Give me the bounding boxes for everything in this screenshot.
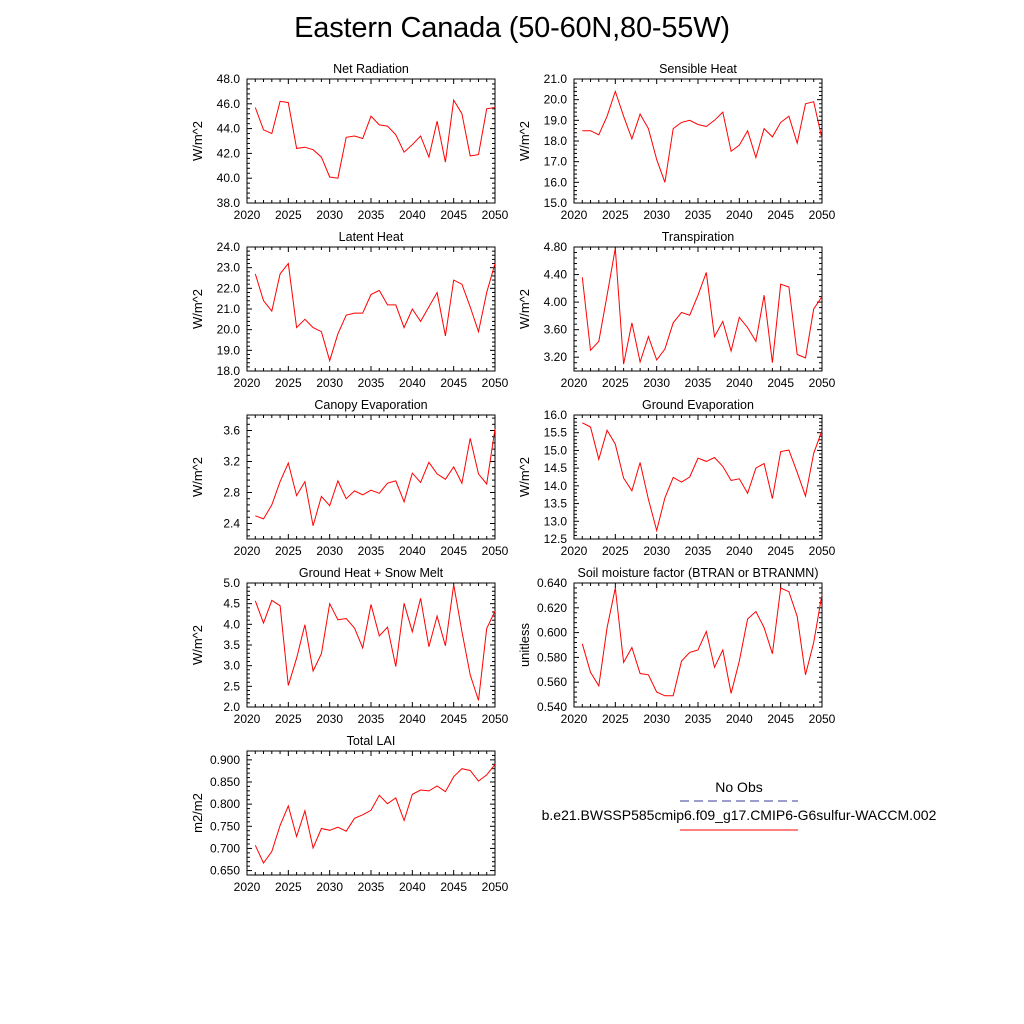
panel-title: Net Radiation bbox=[333, 62, 409, 76]
y-tick-label: 23.0 bbox=[216, 260, 240, 275]
y-tick-label: 18.0 bbox=[216, 364, 240, 378]
y-tick-label: 4.5 bbox=[223, 596, 240, 611]
y-tick-label: 0.700 bbox=[209, 841, 240, 856]
y-tick-label: 0.560 bbox=[536, 675, 567, 690]
series-line bbox=[255, 264, 495, 361]
y-axis-label: W/m^2 bbox=[517, 120, 532, 162]
x-tick-label: 2040 bbox=[398, 208, 426, 222]
x-tick-label: 2025 bbox=[274, 544, 302, 558]
x-tick-label: 2045 bbox=[440, 376, 468, 390]
x-tick-label: 2020 bbox=[233, 880, 261, 894]
x-tick-label: 2040 bbox=[725, 376, 753, 390]
panel-ground-evaporation bbox=[517, 398, 836, 558]
y-axis-label: unitless bbox=[517, 622, 532, 668]
x-tick-label: 2040 bbox=[398, 880, 426, 894]
y-tick-label: 4.00 bbox=[543, 295, 567, 310]
y-tick-label: 38.0 bbox=[216, 196, 240, 210]
y-tick-label: 4.0 bbox=[223, 617, 240, 632]
x-tick-label: 2030 bbox=[316, 712, 344, 726]
y-tick-label: 2.4 bbox=[223, 516, 240, 531]
plot-frame bbox=[574, 247, 822, 371]
x-tick-label: 2020 bbox=[560, 712, 588, 726]
series-line bbox=[582, 248, 822, 364]
y-tick-label: 2.8 bbox=[223, 485, 240, 500]
x-tick-label: 2030 bbox=[643, 544, 671, 558]
x-tick-label: 2045 bbox=[440, 208, 468, 222]
y-tick-label: 14.0 bbox=[543, 478, 567, 493]
y-tick-label: 0.580 bbox=[536, 650, 567, 665]
x-tick-label: 2045 bbox=[767, 208, 795, 222]
panel-soil-moisture-factor-btran-or-btranmn bbox=[517, 566, 836, 726]
x-tick-label: 2025 bbox=[274, 712, 302, 726]
y-tick-label: 13.0 bbox=[543, 514, 567, 529]
x-tick-label: 2050 bbox=[808, 544, 836, 558]
y-tick-label: 12.5 bbox=[543, 532, 567, 546]
x-tick-label: 2050 bbox=[808, 712, 836, 726]
y-tick-label: 22.0 bbox=[216, 281, 240, 296]
panel-canopy-evaporation bbox=[190, 398, 509, 558]
x-tick-label: 2050 bbox=[481, 376, 509, 390]
y-tick-label: 14.5 bbox=[543, 461, 567, 476]
x-tick-label: 2050 bbox=[481, 544, 509, 558]
x-tick-label: 2030 bbox=[316, 208, 344, 222]
x-tick-label: 2035 bbox=[357, 712, 385, 726]
x-tick-label: 2025 bbox=[274, 208, 302, 222]
y-tick-label: 21.0 bbox=[216, 302, 240, 316]
y-tick-label: 19.0 bbox=[543, 113, 567, 128]
x-tick-label: 2040 bbox=[398, 544, 426, 558]
x-tick-label: 2020 bbox=[233, 544, 261, 558]
series-line bbox=[582, 588, 822, 696]
y-axis-label: W/m^2 bbox=[190, 624, 205, 666]
x-tick-label: 2045 bbox=[767, 376, 795, 390]
y-axis-label: W/m^2 bbox=[517, 456, 532, 498]
panel-sensible-heat bbox=[517, 62, 836, 222]
x-tick-label: 2030 bbox=[316, 376, 344, 390]
y-tick-label: 42.0 bbox=[216, 146, 240, 161]
plot-frame bbox=[247, 415, 495, 539]
x-tick-label: 2050 bbox=[481, 712, 509, 726]
plot-frame bbox=[247, 79, 495, 203]
panel-title: Latent Heat bbox=[338, 230, 404, 244]
panel-title: Transpiration bbox=[661, 230, 735, 244]
series-line bbox=[255, 585, 495, 701]
x-tick-label: 2045 bbox=[440, 544, 468, 558]
x-tick-label: 2040 bbox=[725, 544, 753, 558]
figure-title: Eastern Canada (50-60N,80-55W) bbox=[294, 12, 730, 44]
x-tick-label: 2035 bbox=[684, 712, 712, 726]
x-tick-label: 2035 bbox=[684, 376, 712, 390]
panel-transpiration bbox=[517, 230, 836, 390]
y-tick-label: 2.0 bbox=[223, 700, 240, 714]
x-tick-label: 2040 bbox=[725, 712, 753, 726]
x-tick-label: 2050 bbox=[808, 376, 836, 390]
series-line bbox=[255, 429, 495, 526]
panel-title: Sensible Heat bbox=[659, 62, 737, 76]
x-tick-label: 2020 bbox=[233, 208, 261, 222]
x-tick-label: 2050 bbox=[481, 208, 509, 222]
legend bbox=[542, 779, 937, 830]
legend-model-label: b.e21.BWSSP585cmip6.f09_g17.CMIP6-G6sulfur-WACCM.002 bbox=[541, 807, 937, 823]
y-tick-label: 17.0 bbox=[543, 154, 567, 169]
panel-title: Canopy Evaporation bbox=[314, 398, 428, 412]
x-tick-label: 2045 bbox=[440, 712, 468, 726]
y-tick-label: 0.900 bbox=[209, 752, 240, 767]
y-tick-label: 0.800 bbox=[209, 797, 240, 812]
y-tick-label: 18.0 bbox=[543, 134, 567, 148]
y-tick-label: 3.20 bbox=[543, 350, 567, 365]
y-tick-label: 3.6 bbox=[223, 423, 240, 438]
x-tick-label: 2045 bbox=[767, 712, 795, 726]
y-tick-label: 3.60 bbox=[543, 322, 567, 337]
plot-frame bbox=[247, 751, 495, 875]
y-tick-label: 4.80 bbox=[543, 240, 567, 254]
y-tick-label: 24.0 bbox=[216, 240, 240, 254]
y-tick-label: 15.0 bbox=[543, 443, 567, 458]
x-tick-label: 2050 bbox=[808, 208, 836, 222]
y-tick-label: 44.0 bbox=[216, 121, 240, 136]
y-tick-label: 3.2 bbox=[223, 454, 240, 469]
x-tick-label: 2020 bbox=[233, 712, 261, 726]
x-tick-label: 2025 bbox=[274, 880, 302, 894]
y-tick-label: 4.40 bbox=[543, 267, 567, 282]
x-tick-label: 2025 bbox=[274, 376, 302, 390]
panel-title: Soil moisture factor (BTRAN or BTRANMN) bbox=[577, 566, 819, 580]
y-tick-label: 16.0 bbox=[543, 175, 567, 190]
x-tick-label: 2035 bbox=[684, 544, 712, 558]
x-tick-label: 2045 bbox=[767, 544, 795, 558]
plot-frame bbox=[247, 247, 495, 371]
x-tick-label: 2025 bbox=[601, 712, 629, 726]
x-tick-label: 2045 bbox=[440, 880, 468, 894]
y-tick-label: 0.650 bbox=[209, 863, 240, 878]
y-tick-label: 15.0 bbox=[543, 196, 567, 210]
y-tick-label: 2.5 bbox=[223, 679, 240, 694]
y-tick-label: 0.640 bbox=[536, 576, 567, 590]
x-tick-label: 2040 bbox=[725, 208, 753, 222]
y-tick-label: 3.5 bbox=[223, 638, 240, 652]
x-tick-label: 2020 bbox=[233, 376, 261, 390]
y-tick-label: 3.0 bbox=[223, 658, 240, 673]
panel-title: Ground Evaporation bbox=[642, 398, 754, 412]
y-tick-label: 5.0 bbox=[223, 576, 240, 590]
panel-ground-heat-snow-melt bbox=[190, 566, 509, 726]
x-tick-label: 2040 bbox=[398, 712, 426, 726]
x-tick-label: 2020 bbox=[560, 208, 588, 222]
x-tick-label: 2025 bbox=[601, 544, 629, 558]
panel-net-radiation bbox=[190, 62, 509, 222]
y-tick-label: 46.0 bbox=[216, 96, 240, 111]
x-tick-label: 2050 bbox=[481, 880, 509, 894]
y-tick-label: 20.0 bbox=[543, 92, 567, 107]
y-tick-label: 0.850 bbox=[209, 775, 240, 789]
series-line bbox=[255, 764, 495, 863]
x-tick-label: 2035 bbox=[357, 880, 385, 894]
y-tick-label: 0.750 bbox=[209, 819, 240, 834]
x-tick-label: 2040 bbox=[398, 376, 426, 390]
y-tick-label: 0.540 bbox=[536, 700, 567, 714]
y-tick-label: 0.620 bbox=[536, 600, 567, 615]
x-tick-label: 2030 bbox=[643, 712, 671, 726]
y-axis-label: W/m^2 bbox=[190, 288, 205, 330]
y-axis-label: W/m^2 bbox=[190, 120, 205, 162]
y-tick-label: 21.0 bbox=[543, 72, 567, 86]
y-axis-label: W/m^2 bbox=[517, 288, 532, 330]
legend-obs-label: No Obs bbox=[715, 779, 763, 795]
y-tick-label: 0.600 bbox=[536, 625, 567, 640]
x-tick-label: 2035 bbox=[357, 208, 385, 222]
panel-title: Ground Heat + Snow Melt bbox=[298, 566, 444, 580]
x-tick-label: 2030 bbox=[316, 880, 344, 894]
panel-latent-heat bbox=[190, 230, 509, 390]
panel-total-lai bbox=[190, 734, 509, 894]
y-axis-label: W/m^2 bbox=[190, 456, 205, 498]
plot-frame bbox=[574, 415, 822, 539]
x-tick-label: 2030 bbox=[316, 544, 344, 558]
y-tick-label: 20.0 bbox=[216, 322, 240, 337]
y-tick-label: 15.5 bbox=[543, 425, 567, 440]
y-tick-label: 40.0 bbox=[216, 171, 240, 186]
y-axis-label: m2/m2 bbox=[190, 793, 205, 833]
x-tick-label: 2030 bbox=[643, 208, 671, 222]
x-tick-label: 2025 bbox=[601, 208, 629, 222]
x-tick-label: 2035 bbox=[357, 544, 385, 558]
series-line bbox=[582, 423, 822, 531]
x-tick-label: 2025 bbox=[601, 376, 629, 390]
plot-frame bbox=[574, 79, 822, 203]
x-tick-label: 2030 bbox=[643, 376, 671, 390]
series-line bbox=[582, 91, 822, 182]
y-tick-label: 16.0 bbox=[543, 408, 567, 422]
x-tick-label: 2020 bbox=[560, 376, 588, 390]
y-tick-label: 19.0 bbox=[216, 343, 240, 358]
x-tick-label: 2035 bbox=[684, 208, 712, 222]
y-tick-label: 48.0 bbox=[216, 72, 240, 86]
x-tick-label: 2035 bbox=[357, 376, 385, 390]
plot-frame bbox=[574, 583, 822, 707]
panel-title: Total LAI bbox=[346, 734, 396, 748]
x-tick-label: 2020 bbox=[560, 544, 588, 558]
y-tick-label: 13.5 bbox=[543, 496, 567, 511]
series-line bbox=[255, 100, 495, 178]
